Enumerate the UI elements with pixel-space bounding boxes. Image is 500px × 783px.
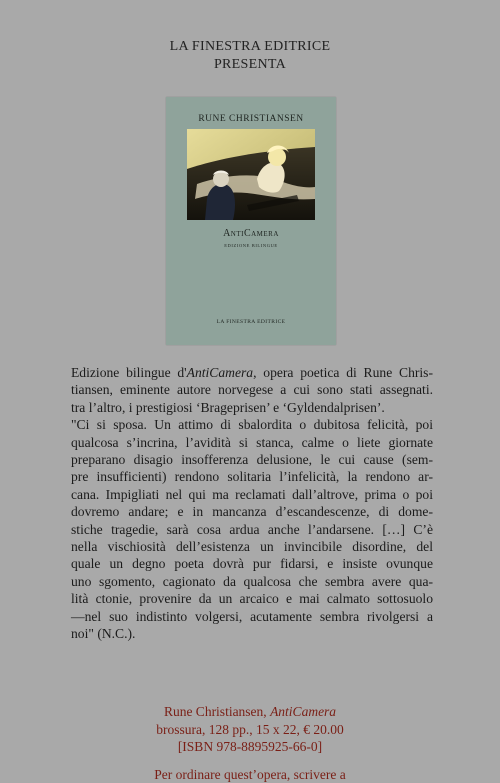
cover-author: RUNE CHRISTIANSEN <box>166 114 336 124</box>
order-info <box>0 703 500 783</box>
description-line: dovremo andare; e in mancanza d’escandescenze, di dome- <box>71 503 433 520</box>
cover-title: AntiCamera <box>166 228 336 239</box>
cover-publisher: LA FINESTRA EDITRICE <box>166 319 336 325</box>
presents-label: PRESENTA <box>0 56 500 74</box>
order-cta: Per ordinare quest’opera, scrivere a <box>0 766 500 783</box>
book-description <box>71 364 433 643</box>
description-line: "Ci si sposa. Un attimo di sbalordita o dubitosa felicità, poi <box>71 416 433 433</box>
order-author-title: Rune Christiansen, AntiCamera <box>0 703 500 721</box>
cover-edition: EDIZIONE BILINGUE <box>166 243 336 248</box>
description-line: noi" (N.C.). <box>71 625 433 642</box>
description-line: preparano disagio insofferenza delusione, le cui cause (sem- <box>71 451 433 468</box>
description-line: tra l’altro, i prestigiosi ‘Brageprisen’ e ‘Gyldendalprisen’. <box>71 399 433 416</box>
cover-photo <box>187 129 315 220</box>
cover-photo-image <box>187 129 315 220</box>
description-line: pre insufficienti) rendono solitaria l’infelicità, la rendono ar- <box>71 468 433 485</box>
description-line: qualcosa s’incrina, l’avidità si stanca, calme o liete giornate <box>71 434 433 451</box>
description-line: cana. Impigliati nel qui ma reclamati dall’altrove, prima o poi <box>71 486 433 503</box>
description-line: stiche tragedie, sarà cosa ardua anche l’andarsene. […] C’è <box>71 521 433 538</box>
description-line: Edizione bilingue d'AntiCamera, opera poetica di Rune Chris- <box>71 364 433 381</box>
description-line: —nel suo indistinto volgersi, acutamente sembra rivolgersi a <box>71 608 433 625</box>
description-line: lità ctonie, provenire da un arcaico e mai calmato sottosuolo <box>71 590 433 607</box>
book-cover <box>166 97 336 345</box>
description-line: tiansen, eminente autore norvegese a cui sono stati assegnati. <box>71 381 433 398</box>
description-line: uno sgomento, cagionato da qualcosa che sembra avere qua- <box>71 573 433 590</box>
publisher-header <box>0 38 500 74</box>
description-line: quale un degno poeta dovrà pur fidarsi, e insiste ovunque <box>71 555 433 572</box>
order-title: AntiCamera <box>270 704 336 719</box>
description-title: AntiCamera <box>187 365 253 380</box>
description-line: nella vischiosità dell’esistenza un invincibile disordine, del <box>71 538 433 555</box>
publisher-name: LA FINESTRA EDITRICE <box>0 38 500 56</box>
order-isbn: [ISBN 978-8895925-66-0] <box>0 738 500 756</box>
order-format: brossura, 128 pp., 15 x 22, € 20.00 <box>0 721 500 739</box>
